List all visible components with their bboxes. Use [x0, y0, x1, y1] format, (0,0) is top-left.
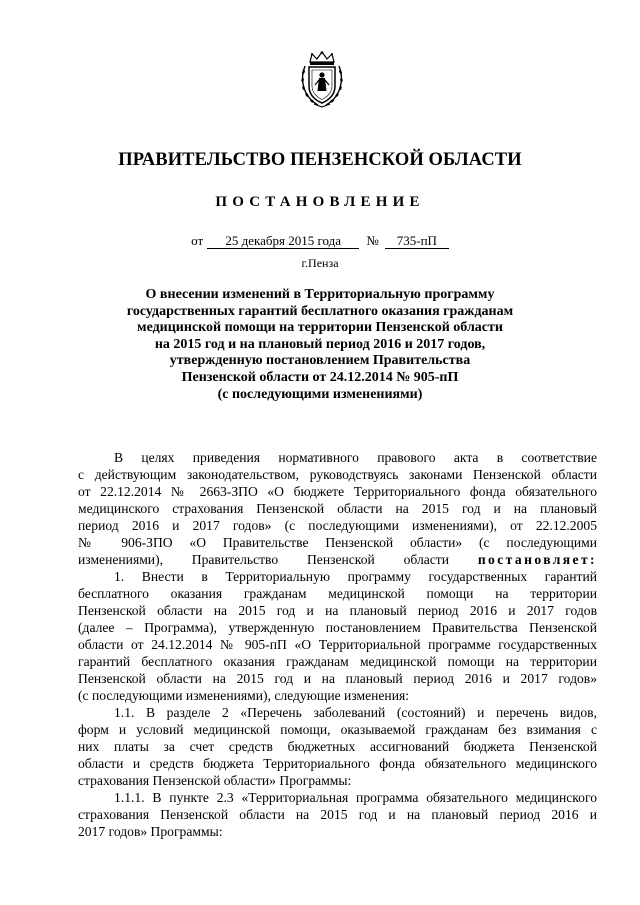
- date-prefix: от: [191, 233, 204, 248]
- number-prefix: №: [366, 233, 379, 248]
- date-number-line: [0, 233, 640, 249]
- body-line: В целях приведения нормативного правового акта в соответствие: [114, 450, 597, 465]
- document-type: ПОСТАНОВЛЕНИЕ: [215, 194, 425, 210]
- body-line: Пензенской области на 2015 год и на плановый период 2016 и 2017 годов»: [78, 671, 597, 686]
- body-line: (с последующими изменениями), следующие изменения:: [78, 688, 410, 703]
- document-body: [78, 449, 597, 840]
- title-line: медицинской помощи на территории Пензенской области: [137, 320, 503, 336]
- body-line: 1.1.1. В пункте 2.3 «Территориальная программа обязательного медицинского: [114, 790, 597, 805]
- organization-name: ПРАВИТЕЛЬСТВО ПЕНЗЕНСКОЙ ОБЛАСТИ: [118, 150, 522, 170]
- body-line: форм и условий медицинской помощи, оказываемой гражданам без взимания с: [78, 722, 597, 737]
- document-number: 735-пП: [385, 234, 449, 249]
- body-line: (далее – Программа), утвержденную постановлением Правительства Пензенской: [78, 620, 597, 635]
- title-line: государственных гарантий бесплатного оказания гражданам: [126, 303, 514, 319]
- body-line: гарантий бесплатного оказания гражданам медицинской помощи на территории: [78, 654, 597, 669]
- coat-of-arms-icon: [298, 50, 346, 110]
- body-line: 1. Внести в Территориальную программу государственных гарантий: [114, 569, 597, 584]
- document-title: [100, 287, 540, 403]
- body-line: страхования Пензенской области» Программы:: [78, 773, 352, 788]
- body-line: страхования Пензенской области на 2015 год и на плановый период 2016 и: [78, 807, 597, 822]
- body-line: от 22.12.2014 № 2663-ЗПО «О бюджете Территориального фонда обязательного: [78, 484, 597, 499]
- title-line: на 2015 год и на плановый период 2016 и 2017 годов,: [154, 336, 486, 352]
- body-line: 2017 годов» Программы:: [78, 824, 223, 839]
- body-line: Пензенской области на 2015 год и на плановый период 2016 и 2017 годов: [78, 603, 597, 618]
- body-line: период 2016 и 2017 годов» (с последующими изменениями), от 22.12.2005: [78, 518, 597, 533]
- body-line: области от 24.12.2014 № 905-пП «О Территориальной программе государственных: [78, 637, 597, 652]
- body-line-text: изменениями), Правительство Пензенской области: [78, 552, 450, 567]
- document-date: 25 декабря 2015 года: [207, 234, 359, 249]
- body-line: с действующим законодательством, руководствуясь законами Пензенской области: [78, 467, 597, 482]
- body-line: них платы за счет средств бюджетных ассигнований бюджета Пензенской: [78, 739, 597, 754]
- body-line: медицинского страхования Пензенской области на 2015 год и на плановый: [78, 501, 597, 516]
- title-line: утвержденную постановлением Правительства: [169, 353, 471, 369]
- city: г.Пенза: [301, 256, 339, 270]
- body-line: области и средств бюджета Территориального фонда обязательного медицинского: [78, 756, 597, 771]
- decree-word: постановляет:: [477, 552, 597, 567]
- body-line: бесплатного оказания гражданам медицинской помощи на территории: [78, 586, 597, 601]
- body-line: 1.1. В разделе 2 «Перечень заболеваний (состояний) и перечень видов,: [114, 705, 597, 720]
- title-line: (с последующими изменениями): [217, 386, 423, 402]
- title-line: О внесении изменений в Территориальную программу: [145, 287, 495, 302]
- body-line: № 906-ЗПО «О Правительстве Пензенской области» (с последующими: [78, 535, 597, 550]
- title-line: Пензенской области от 24.12.2014 № 905-пП: [181, 369, 459, 385]
- body-line: [78, 551, 597, 568]
